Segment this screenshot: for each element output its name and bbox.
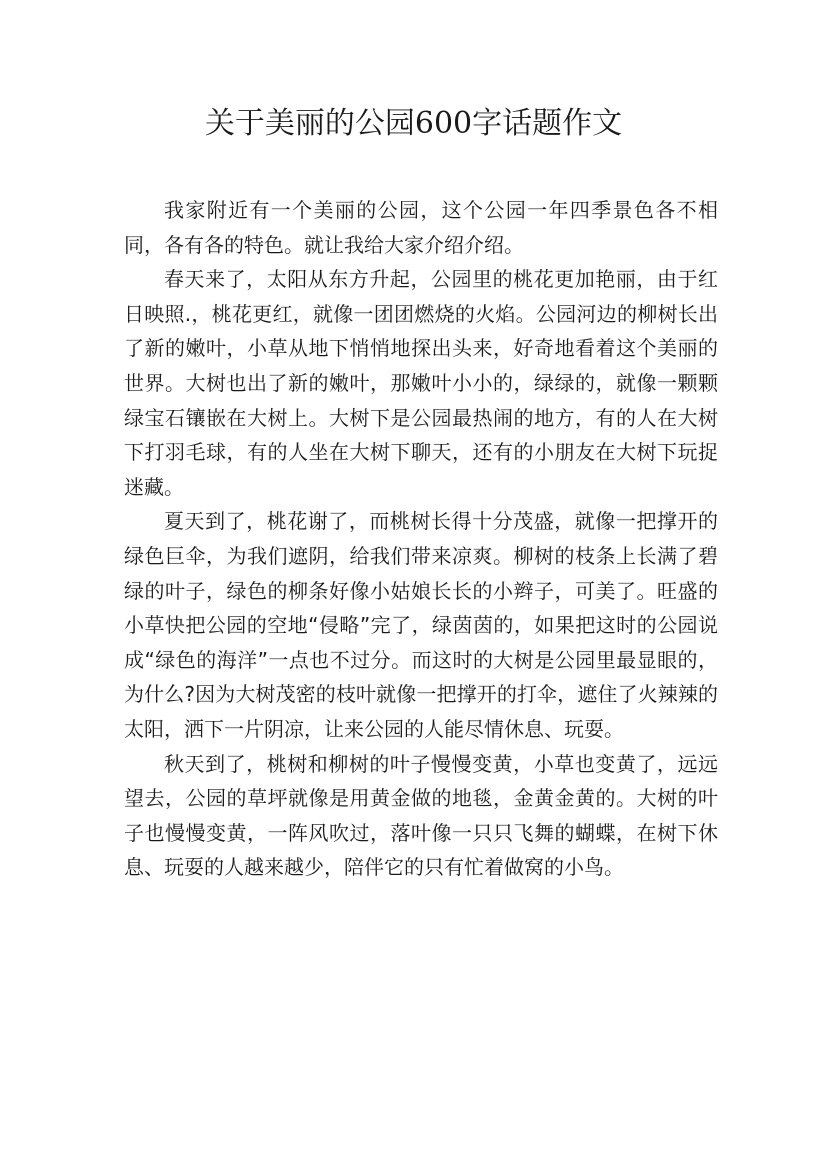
paragraph-intro: 我家附近有一个美丽的公园，这个公园一年四季景色各不相同，各有各的特色。就让我给大家介绍介绍。 — [124, 198, 718, 257]
paragraph-autumn: 秋天到了，桃树和柳树的叶子慢慢变黄，小草也变黄了，远远望去，公园的草坪就像是用黄金做的地毯，金黄金黄的。大树的叶子也慢慢变黄，一阵风吹过，落叶像一只只飞舞的蝴蝶，在树下休息、玩耍的人越来越少，陪伴它的只有忙着做窝的小鸟。 — [124, 751, 718, 880]
document-body — [124, 193, 718, 885]
paragraph-spring: 春天来了，太阳从东方升起，公园里的桃花更加艳丽，由于红日映照.，桃花更红，就像一团团燃烧的火焰。公园河边的柳树长出了新的嫩叶，小草从地下悄悄地探出头来，好奇地看着这个美丽的世界。大树也出了新的嫩叶，那嫩叶小小的，绿绿的，就像一颗颗绿宝石镶嵌在大树上。大树下是公园最热闹的地方，有的人在大树下打羽毛球，有的人坐在大树下聊天，还有的小朋友在大树下玩捉迷藏。 — [124, 267, 718, 499]
document-title: 关于美丽的公园600字话题作文 — [204, 106, 623, 141]
paragraph-summer: 夏天到了，桃花谢了，而桃树长得十分茂盛，就像一把撑开的绿色巨伞，为我们遮阴，给我们带来凉爽。柳树的枝条上长满了碧绿的叶子，绿色的柳条好像小姑娘长长的小辫子，可美了。旺盛的小草快把公园的空地“侵略”完了，绿茵茵的，如果把这时的公园说成“绿色的海洋”一点也不过分。而这时的大树是公园里最显眼的，为什么?因为大树茂密的枝叶就像一把撑开的打伞，遮住了火辣辣的太阳，洒下一片阴凉，让来公园的人能尽情休息、玩耍。 — [124, 509, 718, 741]
